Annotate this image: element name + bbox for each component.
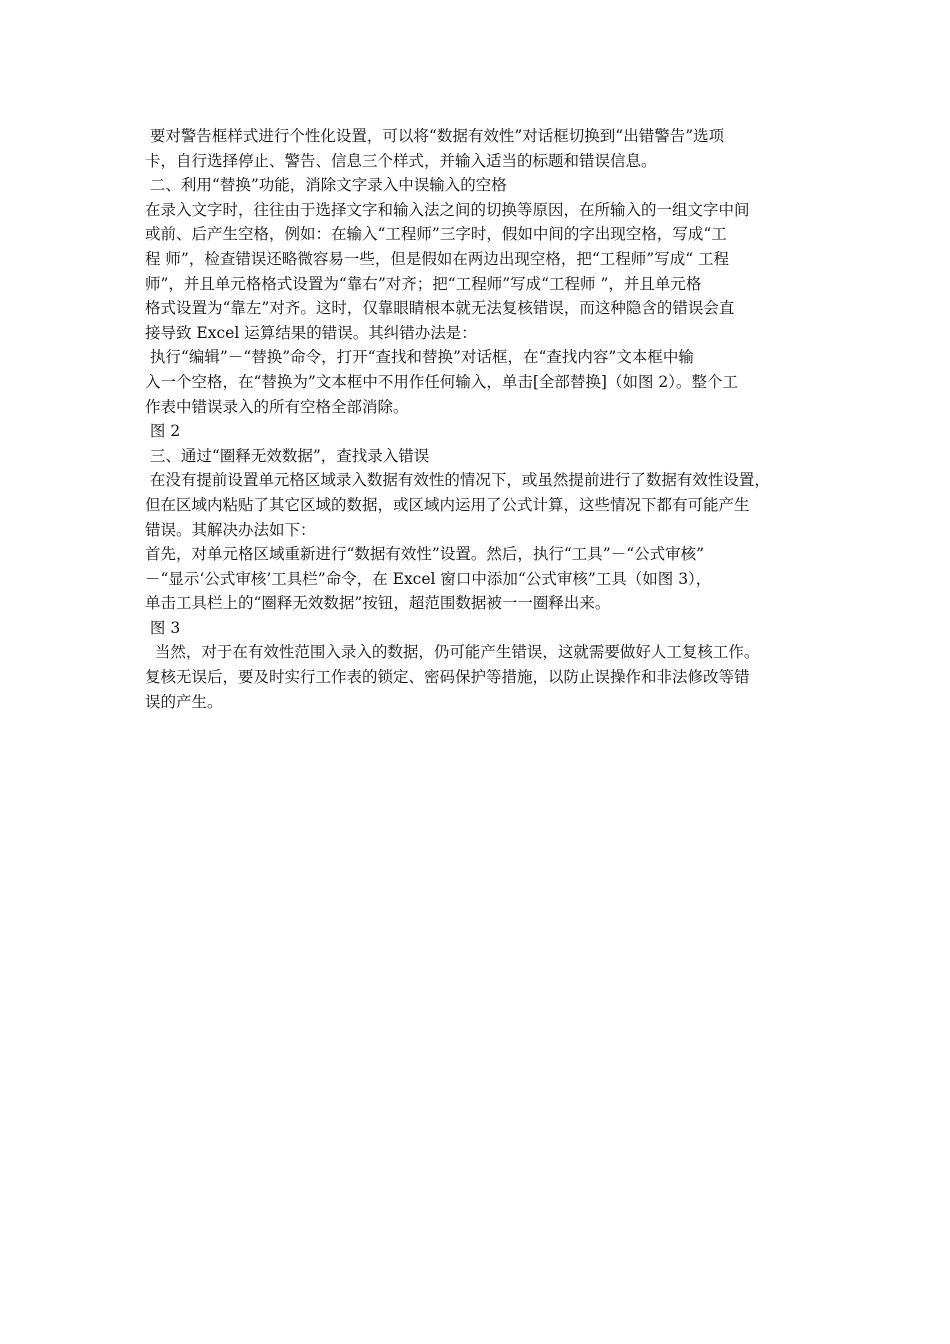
text-line: 首先，对单元格区域重新进行“数据有效性”设置。然后，执行“工具”－“公式审核” xyxy=(145,545,705,564)
text-line: 但在区域内粘贴了其它区域的数据，或区域内运用了公式计算，这些情况下都有可能产生 xyxy=(145,495,750,514)
text-line: 单击工具栏上的“圈释无效数据”按钮，超范围数据被一一圈释出来。 xyxy=(145,594,611,613)
figure-caption: 图 3 xyxy=(145,618,181,637)
text-line: 格式设置为“靠左”对齐。这时，仅靠眼睛根本就无法复核错误，而这种隐含的错误会直 xyxy=(145,299,735,318)
section-heading: 三、通过“圈释无效数据”，查找录入错误 xyxy=(145,446,430,465)
document-body xyxy=(145,124,817,714)
text-line: 要对警告框样式进行个性化设置，可以将“数据有效性”对话框切换到“出错警告”选项 xyxy=(145,127,725,145)
text-line: 执行“编辑”－“替换”命令，打开“查找和替换”对话框，在“查找内容”文本框中输 xyxy=(145,348,694,367)
figure-caption: 图 2 xyxy=(145,422,181,441)
text-line: 卡，自行选择停止、警告、信息三个样式，并输入适当的标题和错误信息。 xyxy=(145,151,657,170)
text-line: 或前、后产生空格，例如：在输入“工程师”三字时，假如中间的字出现空格，写成“工 xyxy=(145,225,727,244)
text-line: 接导致 Excel 运算结果的错误。其纠错办法是： xyxy=(145,323,477,342)
text-line: 错误。其解决办法如下： xyxy=(145,520,316,539)
text-line: 师”，并且单元格格式设置为“靠右”对齐；把“工程师”写成“工程师 ”，并且单元格 xyxy=(145,274,702,293)
text-line: 当然，对于在有效性范围入录入的数据，仍可能产生错误，这就需要做好人工复核工作。 xyxy=(145,643,760,662)
text-line: 复核无误后，要及时实行工作表的锁定、密码保护等措施，以防止误操作和非法修改等错 xyxy=(145,668,750,687)
text-line: 作表中错误录入的所有空格全部消除。 xyxy=(145,397,409,416)
text-line: 误的产生。 xyxy=(145,692,223,711)
text-line: 在没有提前设置单元格区域录入数据有效性的情况下，或虽然提前进行了数据有效性设置， xyxy=(145,471,770,490)
text-line: －“显示‘公式审核’工具栏”命令，在 Excel 窗口中添加“公式审核”工具（如图 3）， xyxy=(145,569,712,588)
text-line: 入一个空格，在“替换为”文本框中不用作任何输入，单击[全部替换]（如图 2）。整个工 xyxy=(145,372,738,391)
text-line: 在录入文字时，往往由于选择文字和输入法之间的切换等原因，在所输入的一组文字中间 xyxy=(145,200,750,219)
text-line: 程 师”，检查错误还略微容易一些，但是假如在两边出现空格，把“工程师”写成“ 工程 xyxy=(145,249,730,268)
section-heading: 二、利用“替换”功能，消除文字录入中误输入的空格 xyxy=(145,176,507,195)
